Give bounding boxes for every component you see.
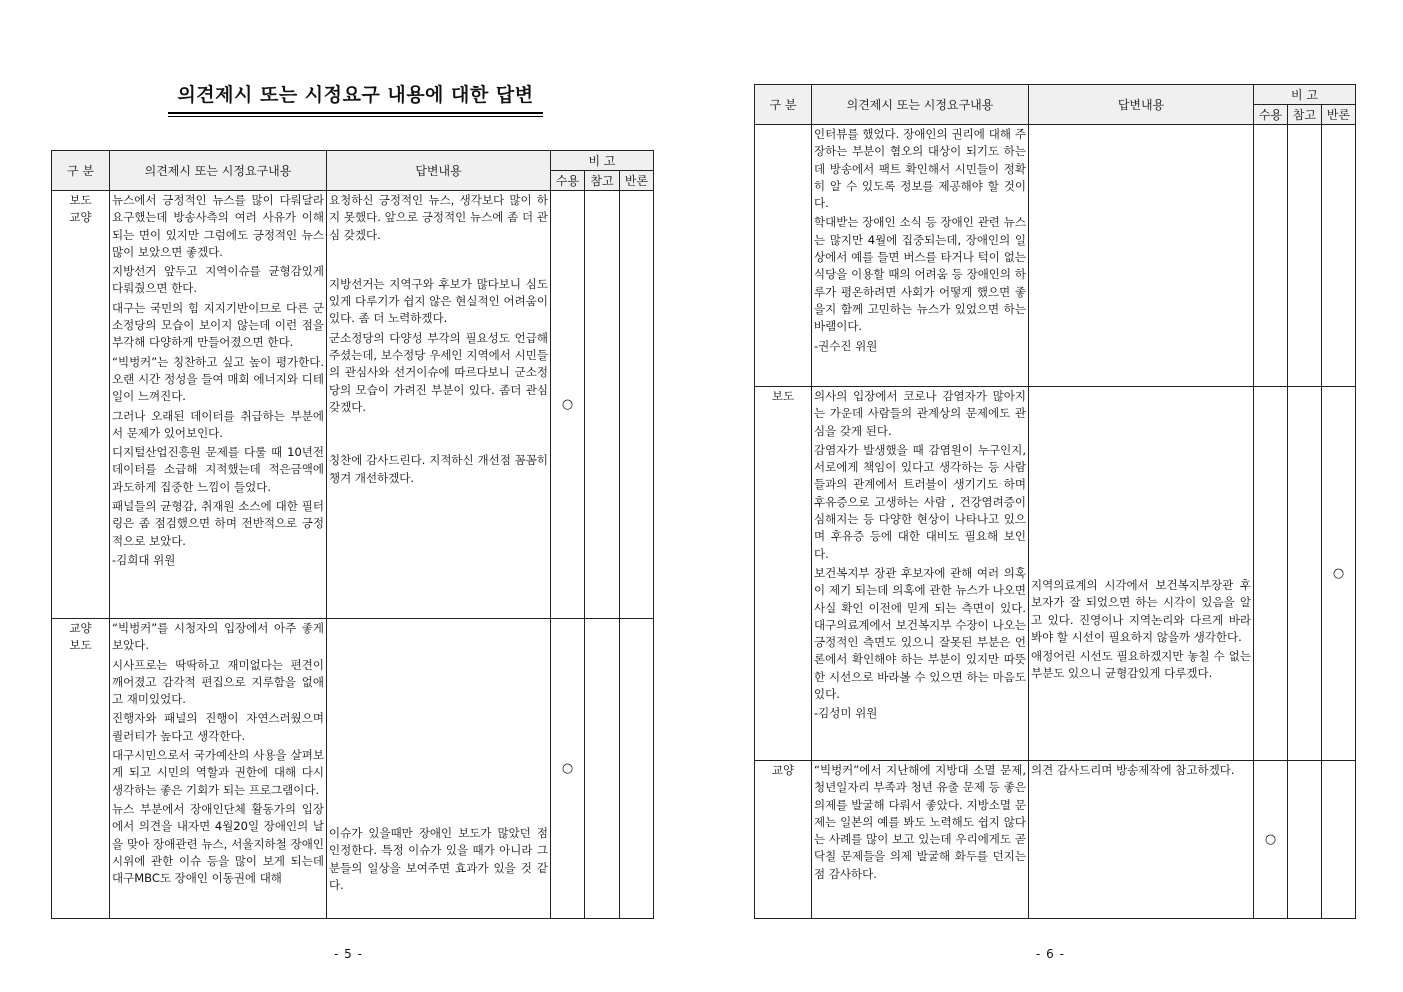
header-reject: 반론: [1322, 105, 1356, 125]
category-label: 보도 교양: [69, 193, 92, 225]
answer-cell: [1029, 387, 1254, 761]
opinion-paragraph: 대구는 국민의 힘 지지기반이므로 다른 군소정당의 모습이 보이지 않는데 이런 점을 부각해 다양하게 만들어졌으면 한다.: [112, 300, 324, 350]
header-accept: 수용: [551, 171, 585, 191]
opinion-paragraph: 뉴스에서 긍정적인 뉴스를 많이 다뤄달라 요구했는데 방송사측의 여러 사유가 이해되는 면이 있지만 그럼에도 긍정적인 뉴스 많이 보았으면 좋겠다.: [112, 193, 324, 259]
reference-mark-cell: [585, 191, 620, 619]
answer-cell: [1029, 125, 1254, 387]
answer-cell: [1029, 761, 1254, 919]
reject-mark-cell: [620, 619, 654, 919]
header-reference: 참고: [1288, 105, 1322, 125]
category-cell: [755, 387, 812, 761]
reject-mark-cell: [620, 191, 654, 619]
reference-mark-cell: [1288, 125, 1322, 387]
header-category: 구 분: [52, 151, 110, 191]
accept-mark-cell: [551, 191, 585, 619]
header-opinion: 의견제시 또는 시정요구내용: [110, 151, 327, 191]
category-label: 교양 보도: [69, 621, 92, 653]
opinion-paragraph: 대구시민으로서 국가예산의 사용을 살펴보게 되고 시민의 역할과 권한에 대해 다시 생각하는 좋은 기회가 되는 프로그램이다.: [112, 748, 324, 797]
header-reference: 참고: [585, 171, 620, 191]
category-label: 교양: [771, 763, 795, 777]
opinion-answer-table-right: [754, 84, 1356, 919]
opinion-paragraph: “빅벙커”는 칭찬하고 싶고 높이 평가한다. 오랜 시간 정성을 들여 매회 에너지와 디테일이 느껴진다.: [112, 354, 324, 404]
header-reject: 반론: [620, 171, 654, 191]
opinion-paragraph: -김성미 위원: [814, 706, 878, 721]
opinion-cell: [110, 619, 327, 919]
title-underline: [168, 112, 543, 114]
opinion-cell: [812, 387, 1029, 761]
table-row: [755, 761, 1356, 919]
opinion-paragraph: 디지털산업진흥원 문제를 다룰 때 10년전 데이터를 소급해 지적했는데 적은금액에 과도하게 집중한 느낌이 들었다.: [112, 445, 324, 494]
circle-mark-icon: ○: [561, 396, 574, 412]
answer-paragraph: 요청하신 긍정적인 뉴스, 생각보다 많이 하지 못했다. 앞으로 긍정적인 뉴스에 좀 더 관심 갖겠다.: [329, 193, 548, 242]
answer-paragraph: 지방선거는 지역구와 후보가 많다보니 심도있게 다루기가 쉽지 않은 현실적인 어려움이 있다. 좀 더 노력하겠다.: [329, 276, 548, 326]
opinion-paragraph: 그러나 오래된 데이터를 취급하는 부분에서 문제가 있어보인다.: [112, 408, 324, 440]
reject-mark-cell: [1322, 761, 1356, 919]
header-answer: 답변내용: [1029, 85, 1254, 125]
table-row: [52, 191, 654, 619]
circle-mark-icon: ○: [1332, 565, 1345, 581]
opinion-paragraph: 패널들의 균형감, 취재원 소스에 대한 필터링은 좀 점검했으면 하며 전반적으로 긍정적으로 보았다.: [112, 499, 324, 548]
header-answer: 답변내용: [327, 151, 551, 191]
opinion-paragraph: “빅벙커”를 시청자의 입장에서 아주 좋게 보았다.: [112, 621, 324, 653]
opinion-paragraph: 시사프로는 딱딱하고 재미없다는 편견이 깨어졌고 감각적 편집으로 지루함을 없애고 재미있었다.: [112, 657, 324, 707]
table-row: [52, 619, 654, 919]
opinion-cell: [812, 761, 1029, 919]
category-cell: [755, 761, 812, 919]
opinion-paragraph: 학대받는 장애인 소식 등 장애인 관련 뉴스는 많지만 4월에 집중되는데, 장애인의 일상에서 예를 들면 버스를 타거나 턱이 없는 식당을 이용할 때의 어려움 등 장애인의 하루가 평온하려면 사회가 어떻게 했으면 좋을지 함께 고민하는 뉴스가 있었으면 하는 바램이다.: [814, 215, 1026, 334]
answer-paragraph: 칭찬에 감사드린다. 지적하신 개선점 꼼꼼히 챙겨 개선하겠다.: [329, 453, 548, 485]
reject-mark-cell: [1322, 125, 1356, 387]
header-opinion: 의견제시 또는 시정요구내용: [812, 85, 1029, 125]
page-number-left: - 5 -: [334, 947, 363, 961]
opinion-paragraph: “빅벙커”에서 지난해에 지방대 소멸 문제, 청년일자리 부족과 청년 유출 문제 등 좋은 의제를 발굴해 다뤄서 좋았다. 지방소멸 문제는 일본의 예를 봐도 노력해도 쉽지 않다는 사례를 많이 보고 있는데 우리에게도 곧 닥칠 문제들을 의제 발굴해 화두를 던지는 점 감사하다.: [814, 763, 1026, 881]
category-cell: [52, 191, 110, 619]
reference-mark-cell: [1288, 761, 1322, 919]
opinion-answer-table-left: [51, 150, 654, 919]
accept-mark-cell: [1254, 387, 1288, 761]
page-title: 의견제시 또는 시정요구 내용에 대한 답변: [177, 84, 534, 106]
opinion-paragraph: 진행자와 패널의 진행이 자연스러웠으며 퀄러티가 높다고 생각한다.: [112, 711, 324, 743]
answer-paragraph: 애정어린 시선도 필요하겠지만 놓칠 수 없는 부분도 있으니 균형감있게 다루겠다.: [1031, 649, 1251, 681]
accept-mark-cell: [1254, 761, 1288, 919]
table-row: [755, 125, 1356, 387]
accept-mark-cell: [551, 619, 585, 919]
opinion-cell: [812, 125, 1029, 387]
answer-paragraph: 지역의료계의 시각에서 보건복지부장관 후보자가 잘 되었으면 하는 시각이 있음을 알고 있다. 진영이나 지역논리와 다르게 바라봐야 할 시선이 필요하지 않을까 생각한다.: [1031, 578, 1251, 644]
reference-mark-cell: [1288, 387, 1322, 761]
opinion-paragraph: 보건복지부 장관 후보자에 관해 여러 의혹이 제기 되는데 의혹에 관한 뉴스가 나오면 사실 확인 이전에 믿게 되는 측면이 있다. 대구의료계에서 보건복지부 수장이 나오는 긍정적인 측면도 있으니 잘못된 부분은 언론에서 확인해야 하는 부분이 있지만 따뜻한 시선으로 바라볼 수 있으면 하는 마음도 있다.: [814, 565, 1026, 702]
answer-paragraph: 의견 감사드리며 방송제작에 참고하겠다.: [1031, 763, 1235, 777]
reference-mark-cell: [585, 619, 620, 919]
category-cell: [52, 619, 110, 919]
table-row: [755, 387, 1356, 761]
answer-paragraph: 이슈가 있을때만 장애인 보도가 많았던 점 인정한다. 특정 이슈가 있을 때가 아니라 그분들의 일상을 보여주면 효과가 있을 것 같다.: [329, 826, 548, 892]
opinion-paragraph: 지방선거 앞두고 지역이슈를 균형감있게 다뤄줬으면 한다.: [112, 264, 324, 296]
table-body-right: [755, 125, 1356, 919]
opinion-paragraph: -김희대 위원: [112, 552, 176, 567]
opinion-paragraph: 감염자가 발생했을 때 감염원이 누구인지, 서로에게 책임이 있다고 생각하는 등 사람들과의 관계에서 트러블이 생기기도 하며 후유증으로 고생하는 사람 , 건강염려증이 심해지는 등 다양한 현상이 나타나고 있으며 후유증 등에 대한 대비도 필요해 보인다.: [814, 442, 1026, 561]
answer-cell: [327, 191, 551, 619]
opinion-cell: [110, 191, 327, 619]
circle-mark-icon: ○: [1264, 831, 1277, 847]
opinion-paragraph: 인터뷰를 했었다. 장애인의 권리에 대해 주장하는 부분이 혐오의 대상이 되기도 하는데 방송에서 팩트 확인해서 시민들이 정확히 알 수 있도록 정보를 제공해야 할 것이다.: [814, 127, 1026, 211]
category-label: 보도: [771, 389, 795, 403]
header-category: 구 분: [755, 85, 812, 125]
page-number-right: - 6 -: [1036, 947, 1065, 961]
opinion-paragraph: -권수진 위원: [814, 338, 878, 353]
header-remarks: 비 고: [1254, 85, 1356, 105]
opinion-paragraph: 의사의 입장에서 코로나 감염자가 많아지는 가운데 사람들의 관계상의 문제에도 관심을 갖게 된다.: [814, 389, 1026, 438]
header-remarks: 비 고: [551, 151, 654, 171]
opinion-paragraph: 뉴스 부분에서 장애인단체 활동가의 입장에서 의견을 내자면 4월20일 장애인의 날을 맞아 장애관련 뉴스, 서울지하철 장애인 시위에 관한 이슈 등을 많이 보게 되는데 대구MBC도 장애인 이동권에 대해: [112, 801, 324, 886]
answer-paragraph: 군소정당의 다양성 부각의 필요성도 언급해주셨는데, 보수정당 우세인 지역에서 시민들의 관심사와 선거이슈에 따르다보니 군소정당의 모습이 가려진 부분이 있다. 좀더 관심 갖겠다.: [329, 330, 548, 414]
accept-mark-cell: [1254, 125, 1288, 387]
title-underline-thin: [168, 116, 543, 117]
table-body-left: [52, 191, 654, 919]
circle-mark-icon: ○: [561, 760, 574, 776]
answer-cell: [327, 619, 551, 919]
reject-mark-cell: [1322, 387, 1356, 761]
header-accept: 수용: [1254, 105, 1288, 125]
category-cell: [755, 125, 812, 387]
